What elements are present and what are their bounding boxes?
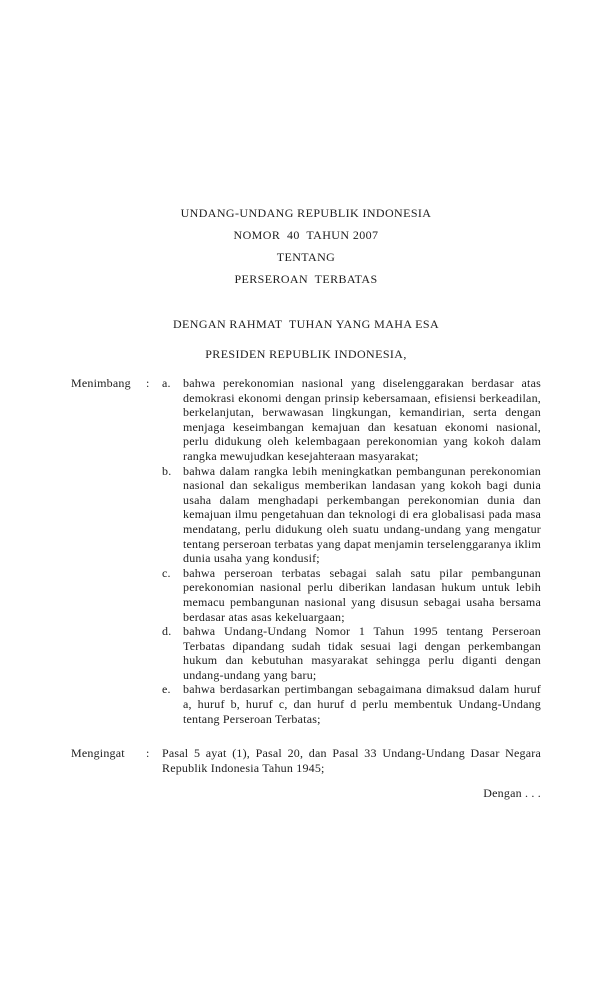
- item-letter: a.: [162, 376, 171, 390]
- preamble: [71, 317, 541, 362]
- mengingat-body: [162, 746, 541, 775]
- document-heading: [71, 202, 541, 290]
- mengingat-label: Mengingat: [71, 746, 125, 761]
- menimbang-item-a: [162, 376, 541, 464]
- menimbang-item-e: [162, 682, 541, 726]
- item-letter: e.: [162, 682, 171, 697]
- menimbang-label: Menimbang: [71, 376, 131, 390]
- title-line-law-name: UNDANG-UNDANG REPUBLIK INDONESIA: [180, 206, 432, 220]
- menimbang-body: [162, 376, 541, 726]
- preamble-presiden: PRESIDEN REPUBLIK INDONESIA,: [205, 347, 407, 361]
- item-text: bahwa dalam rangka lebih meningkatkan pembangunan perekonomian nasional dan sekaligus memberikan landasan yang kokoh bagi dunia usaha dalam menghadapi perkembangan perekonomian dunia dan kemajuan ilmu pengetahuan dan teknologi di era globalisasi pada masa mendatang, perlu didukung oleh suatu undang-undang yang mengatur tentang perseroan terbatas yang dapat menjamin terselenggaranya iklim dunia usaha yang kondusif;: [183, 463, 541, 566]
- title-line-number: NOMOR 40 TAHUN 2007: [233, 228, 379, 242]
- menimbang-item-b: [162, 464, 541, 566]
- menimbang-colon: :: [146, 376, 150, 390]
- title-line-subject: PERSEROAN TERBATAS: [234, 272, 378, 286]
- menimbang-item-d: [162, 624, 541, 682]
- mengingat-colon: :: [146, 746, 150, 761]
- item-letter: c.: [162, 565, 171, 580]
- item-letter: d.: [162, 624, 172, 639]
- item-text: bahwa berdasarkan pertimbangan sebagaimana dimaksud dalam huruf a, huruf b, huruf c, dan huruf d perlu membentuk Undang-Undang tentang Perseroan Terbatas;: [183, 682, 541, 726]
- mengingat-section: [71, 746, 541, 775]
- mengingat-text: Pasal 5 ayat (1), Pasal 20, dan Pasal 33 Undang-Undang Dasar Negara Republik Indonesia Tahun 1945;: [162, 746, 541, 775]
- menimbang-item-c: [162, 566, 541, 624]
- item-text: bahwa perseroan terbatas sebagai salah satu pilar pembangunan perekonomian nasional perlu diberikan landasan hukum untuk lebih memacu pembangunan nasional yang disusun sebagai usaha bersama berdasar atas asas kekeluargaan;: [183, 565, 541, 624]
- item-letter: b.: [162, 463, 172, 478]
- page-catchword: Dengan . . .: [483, 786, 541, 801]
- menimbang-section: [71, 376, 541, 726]
- item-text: bahwa perekonomian nasional yang diselenggarakan berdasar atas demokrasi ekonomi dengan prinsip kebersamaan, efisiensi berkeadilan, berkelanjutan, berwawasan lingkungan, kemandirian, serta dengan menjaga keseimbangan kemajuan dan kesatuan ekonomi nasional, perlu didukung oleh kelembagaan perekonomian yang kokoh dalam rangka mewujudkan kesejahteraan masyarakat;: [183, 376, 541, 463]
- title-line-tentang: TENTANG: [276, 250, 336, 264]
- preamble-rahmat: DENGAN RAHMAT TUHAN YANG MAHA ESA: [172, 317, 440, 331]
- item-text: bahwa Undang-Undang Nomor 1 Tahun 1995 tentang Perseroan Terbatas dipandang sudah tidak sesuai lagi dengan perkembangan hukum dan kebutuhan masyarakat sehingga perlu diganti dengan undang-undang yang baru;: [183, 624, 541, 682]
